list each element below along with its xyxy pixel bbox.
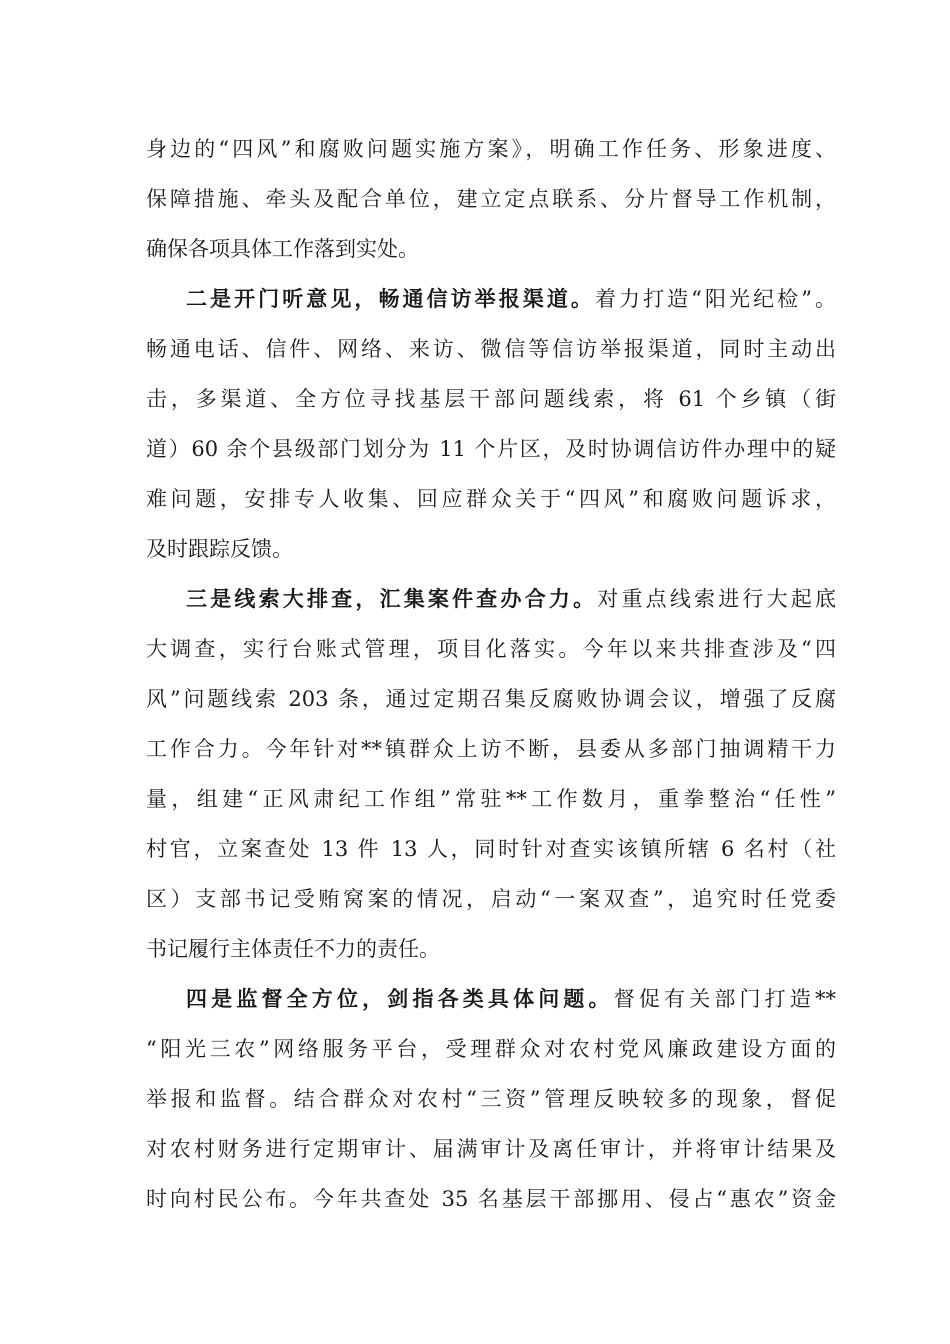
paragraph-line: 身边的“四风”和腐败问题实施方案》，明确工作任务、形象进度、 [146, 137, 836, 161]
paragraph-line: 大调查，实行台账式管理，项目化落实。今年以来共排查涉及“四 [146, 637, 836, 661]
paragraph-line: 难问题，安排专人收集、回应群众关于“四风”和腐败问题诉求， [146, 487, 836, 511]
paragraph-line: 对农村财务进行定期审计、届满审计及离任审计，并将审计结果及 [146, 1137, 836, 1161]
paragraph-heading: 四是监督全方位，剑指各类具体问题。 [186, 986, 614, 1011]
paragraph-first-line [146, 574, 836, 624]
paragraph-line: 保障措施、牵头及配合单位，建立定点联系、分片督导工作机制， [146, 187, 836, 211]
body-text [146, 124, 836, 1224]
paragraph-4 [146, 974, 836, 1224]
paragraph-text: 督促有关部门打造** [613, 987, 836, 1011]
paragraph-line: 确保各项具体工作落到实处。 [146, 237, 419, 261]
paragraph-line: 村官，立案查处 13 件 13 人，同时针对查实该镇所辖 6 名村（社 [146, 837, 836, 861]
paragraph-heading: 三是线索大排查，汇集案件查办合力。 [186, 586, 598, 611]
paragraph-line: 工作合力。今年针对**镇群众上访不断，县委从多部门抽调精干力 [146, 737, 836, 761]
paragraph-line: 时向村民公布。今年共查处 35 名基层干部挪用、侵占“惠农”资金 [146, 1187, 836, 1211]
paragraph-line: 举报和监督。结合群众对农村“三资”管理反映较多的现象，督促 [146, 1087, 836, 1111]
paragraph-line: 区）支部书记受贿窝案的情况，启动“一案双查”，追究时任党委 [146, 887, 836, 911]
paragraph-line: 道）60 余个县级部门划分为 11 个片区，及时协调信访件办理中的疑 [146, 437, 836, 461]
paragraph-line: 书记履行主体责任不力的责任。 [146, 937, 440, 961]
paragraph-line: 畅通电话、信件、网络、来访、微信等信访举报渠道，同时主动出 [146, 337, 836, 361]
paragraph-first-line [146, 974, 836, 1024]
paragraph-text: 着力打造“阳光纪检”。 [594, 287, 836, 311]
paragraph-1 [146, 124, 836, 274]
paragraph-line: “阳光三农”网络服务平台，受理群众对农村党风廉政建设方面的 [146, 1037, 836, 1061]
paragraph-line: 击，多渠道、全方位寻找基层干部问题线索，将 61 个乡镇（街 [146, 387, 836, 411]
paragraph-line: 风”问题线索 203 条，通过定期召集反腐败协调会议，增强了反腐 [146, 687, 836, 711]
paragraph-text: 对重点线索进行大起底 [597, 587, 837, 611]
paragraph-2 [146, 274, 836, 574]
paragraph-line: 量，组建“正风肃纪工作组”常驻**工作数月，重拳整治“任性” [146, 787, 836, 811]
paragraph-3 [146, 574, 836, 974]
paragraph-first-line [146, 274, 836, 324]
paragraph-line: 及时跟踪反馈。 [146, 537, 293, 561]
paragraph-heading: 二是开门听意见，畅通信访举报渠道。 [186, 286, 595, 311]
